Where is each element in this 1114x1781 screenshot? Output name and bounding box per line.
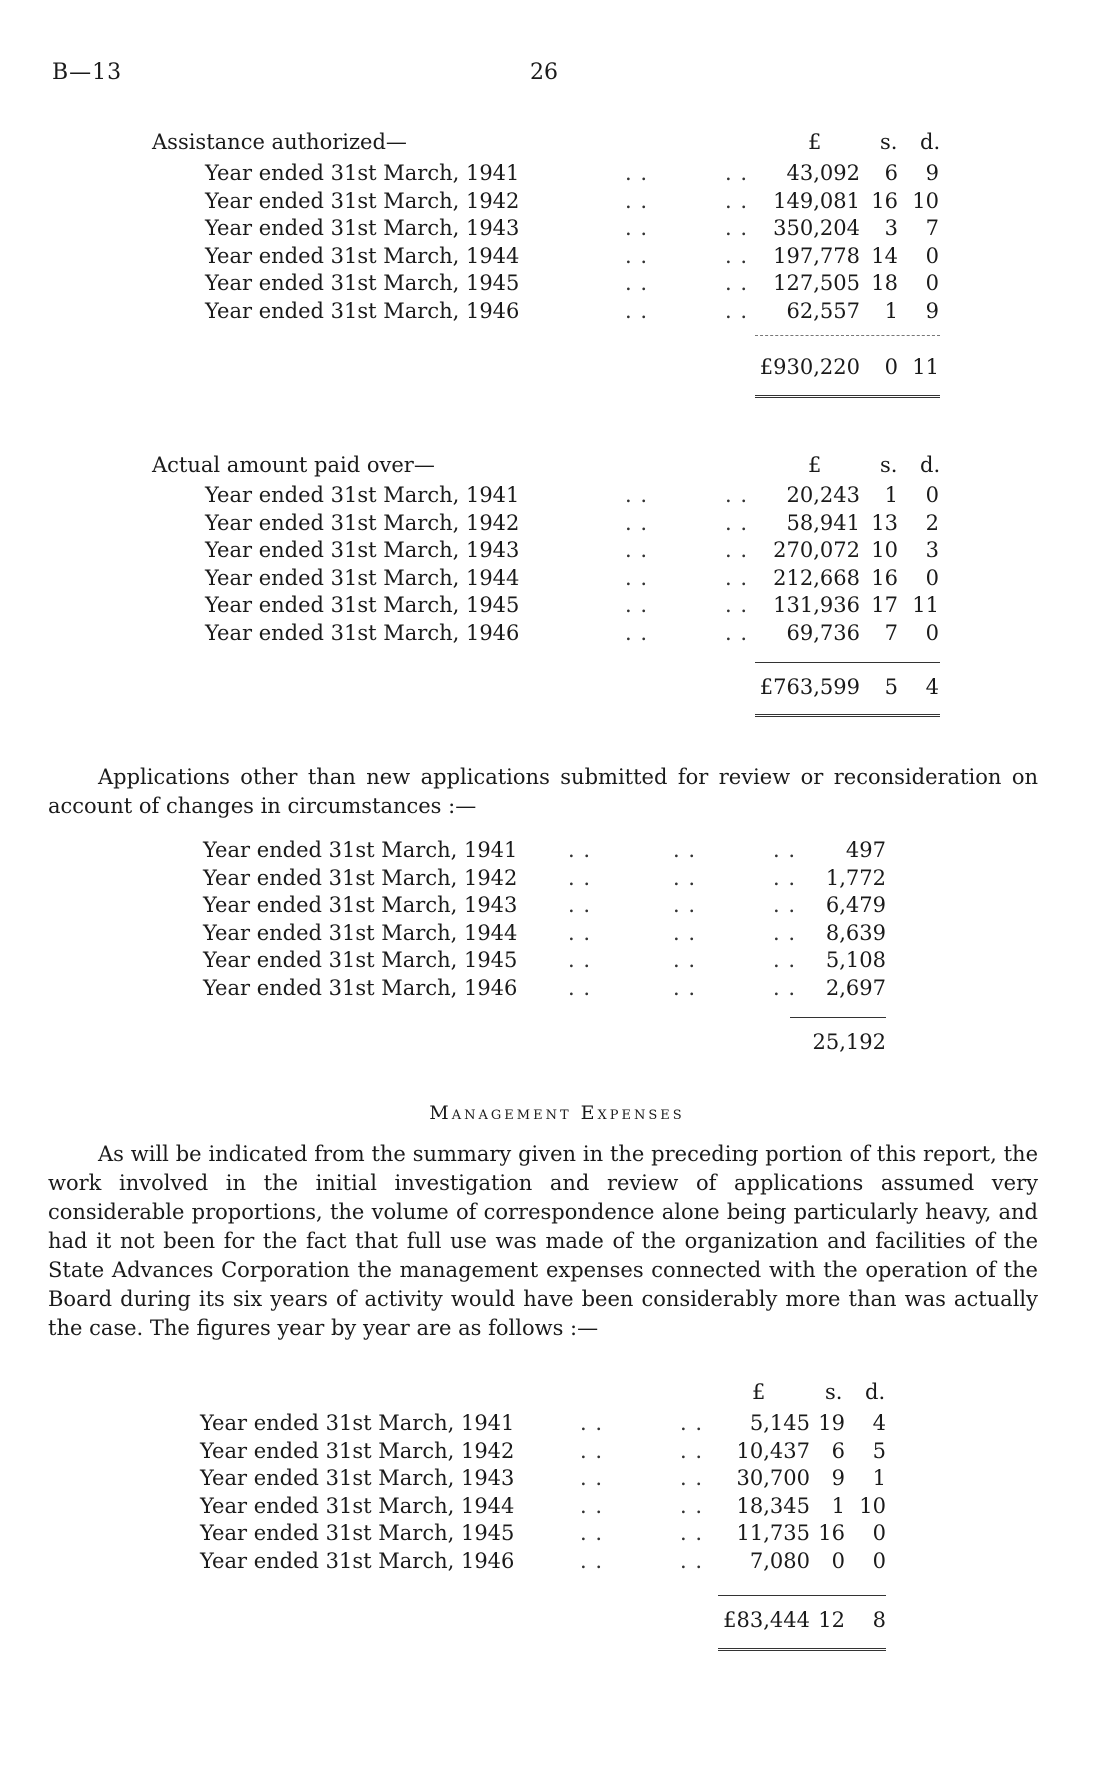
shillings-cell: 16 (871, 188, 898, 213)
pounds-cell: 149,081 (773, 188, 860, 213)
shillings-cell: 13 (871, 510, 898, 535)
shillings-cell: 19 (818, 1411, 845, 1435)
leader-dots: . . (625, 483, 649, 507)
row-label: Year ended 31st March, 1941 (200, 1411, 515, 1435)
row-label: Year ended 31st March, 1943 (205, 538, 520, 562)
pence-cell: 0 (872, 1548, 886, 1573)
table-row (205, 511, 945, 539)
leader-dots: . . (725, 188, 749, 213)
shillings-cell: 16 (871, 565, 898, 590)
shillings-cell: 1 (884, 298, 898, 323)
pence-cell: 11 (912, 593, 939, 617)
leader-dots: . . (568, 838, 592, 862)
row-label: Year ended 31st March, 1941 (205, 161, 520, 185)
pence-cell: 2 (925, 510, 939, 535)
leader-dots: . . (568, 975, 592, 1000)
management-total-rule (718, 1648, 886, 1651)
table-row (205, 189, 945, 217)
row-label: Year ended 31st March, 1946 (203, 975, 518, 1000)
paid-total-pounds: £763,599 (759, 675, 860, 699)
table-row (205, 244, 945, 272)
table-row (200, 1411, 890, 1439)
pence-cell: 0 (925, 271, 939, 295)
paid-col-pounds: £ (808, 453, 822, 477)
applications-total: 25,192 (812, 1030, 886, 1054)
assistance-total-rule (755, 395, 940, 398)
pounds-cell: 11,735 (736, 1521, 810, 1545)
pence-cell: 4 (872, 1411, 886, 1435)
table-row (205, 161, 945, 189)
pounds-cell: 62,557 (786, 298, 860, 323)
leader-dots: . . (725, 216, 749, 240)
leader-dots: . . (725, 243, 749, 268)
assistance-col-pence: d. (920, 130, 941, 154)
row-label: Year ended 31st March, 1941 (205, 483, 520, 507)
report-reference: B—13 (52, 60, 123, 85)
page-number: 26 (530, 60, 558, 85)
leader-dots: . . (725, 565, 749, 590)
leader-dots: . . (625, 271, 649, 295)
table-row (203, 976, 893, 1004)
management-total-pence: 8 (872, 1608, 886, 1632)
leader-dots: . . (673, 838, 697, 862)
row-label: Year ended 31st March, 1945 (203, 948, 518, 972)
table-row (200, 1549, 890, 1577)
row-label: Year ended 31st March, 1943 (205, 216, 520, 240)
leader-dots: . . (580, 1411, 604, 1435)
count-cell: 8,639 (825, 920, 886, 945)
leader-dots: . . (625, 538, 649, 562)
shillings-cell: 7 (884, 620, 898, 645)
shillings-cell: 17 (871, 593, 898, 617)
table-row (200, 1439, 890, 1467)
applications-total-rule (790, 1017, 886, 1018)
pounds-cell: 5,145 (749, 1411, 810, 1435)
paid-heading: Actual amount paid over— (152, 453, 435, 477)
assistance-col-pounds: £ (808, 130, 822, 154)
table-row (205, 593, 945, 621)
leader-dots: . . (625, 593, 649, 617)
count-cell: 2,697 (825, 975, 886, 1000)
table-row (205, 621, 945, 649)
pounds-cell: 212,668 (773, 565, 860, 590)
management-total-shillings: 12 (818, 1608, 845, 1632)
table-row (203, 866, 893, 894)
pounds-cell: 10,437 (736, 1438, 810, 1463)
leader-dots: . . (725, 593, 749, 617)
shillings-cell: 18 (871, 271, 898, 295)
leader-dots: . . (625, 298, 649, 323)
leader-dots: . . (680, 1411, 704, 1435)
pence-cell: 0 (925, 243, 939, 268)
shillings-cell: 1 (831, 1493, 845, 1518)
row-label: Year ended 31st March, 1945 (205, 271, 520, 295)
assistance-col-shillings: s. (880, 130, 898, 154)
leader-dots: . . (568, 920, 592, 945)
shillings-cell: 14 (871, 243, 898, 268)
leader-dots: . . (625, 161, 649, 185)
pence-cell: 10 (859, 1493, 886, 1518)
shillings-cell: 6 (831, 1438, 845, 1463)
pence-cell: 3 (925, 538, 939, 562)
leader-dots: . . (625, 216, 649, 240)
shillings-cell: 3 (884, 216, 898, 240)
row-label: Year ended 31st March, 1943 (200, 1466, 515, 1490)
leader-dots: . . (773, 838, 797, 862)
table-row (203, 838, 893, 866)
leader-dots: . . (680, 1438, 704, 1463)
pounds-cell: 270,072 (773, 538, 860, 562)
assistance-total-shillings: 0 (884, 355, 898, 379)
leader-dots: . . (580, 1466, 604, 1490)
table-row (203, 948, 893, 976)
leader-dots: . . (580, 1521, 604, 1545)
count-cell: 6,479 (825, 893, 886, 917)
leader-dots: . . (680, 1548, 704, 1573)
leader-dots: . . (625, 188, 649, 213)
leader-dots: . . (773, 865, 797, 890)
pounds-cell: 18,345 (736, 1493, 810, 1518)
leader-dots: . . (568, 865, 592, 890)
pence-cell: 0 (872, 1521, 886, 1545)
leader-dots: . . (725, 620, 749, 645)
applications-intro: Applications other than new applications submitted for review or reconsideration on account of changes in circumstances :— (48, 765, 1038, 818)
pence-cell: 7 (925, 216, 939, 240)
leader-dots: . . (725, 538, 749, 562)
table-row (205, 271, 945, 299)
pence-cell: 0 (925, 565, 939, 590)
pounds-cell: 197,778 (773, 243, 860, 268)
paid-total-rule (755, 714, 940, 717)
management-expenses-title: Management Expenses (429, 1102, 685, 1124)
shillings-cell: 6 (884, 161, 898, 185)
management-col-shillings: s. (825, 1380, 843, 1404)
row-label: Year ended 31st March, 1945 (200, 1521, 515, 1545)
leader-dots: . . (580, 1493, 604, 1518)
leader-dots: . . (625, 620, 649, 645)
row-label: Year ended 31st March, 1944 (200, 1493, 515, 1518)
table-row (203, 893, 893, 921)
leader-dots: . . (725, 298, 749, 323)
assistance-total-pence: 11 (912, 355, 939, 379)
management-col-pounds: £ (752, 1380, 766, 1404)
leader-dots: . . (773, 893, 797, 917)
row-label: Year ended 31st March, 1944 (203, 920, 518, 945)
row-label: Year ended 31st March, 1941 (203, 838, 518, 862)
row-label: Year ended 31st March, 1942 (203, 865, 518, 890)
paid-subtotal-rule (755, 662, 940, 663)
pence-cell: 10 (912, 188, 939, 213)
row-label: Year ended 31st March, 1943 (203, 893, 518, 917)
leader-dots: . . (725, 161, 749, 185)
table-row (200, 1466, 890, 1494)
leader-dots: . . (725, 483, 749, 507)
management-paragraph: As will be indicated from the summary given in the preceding portion of this report, the work involved in the initial investigation and review of applications assumed very considerable proportions, the volume of correspondence alone being particularly heavy, and had it not been for the fact that full use was made of the organization and facilities of the State Advances Corporation the management expenses connected with the operation of the Board during its six years of activity would have been considerably more than was actually the case. The figures year by year are as follows :— (48, 1142, 1038, 1340)
count-cell: 497 (845, 838, 886, 862)
assistance-heading: Assistance authorized— (152, 130, 407, 154)
count-cell: 5,108 (825, 948, 886, 972)
shillings-cell: 16 (818, 1521, 845, 1545)
paid-col-shillings: s. (880, 453, 898, 477)
pence-cell: 1 (872, 1466, 886, 1490)
leader-dots: . . (673, 893, 697, 917)
pence-cell: 9 (925, 161, 939, 185)
leader-dots: . . (680, 1466, 704, 1490)
pounds-cell: 43,092 (786, 161, 860, 185)
pence-cell: 5 (872, 1438, 886, 1463)
leader-dots: . . (773, 948, 797, 972)
row-label: Year ended 31st March, 1942 (205, 510, 520, 535)
shillings-cell: 10 (871, 538, 898, 562)
management-col-pence: d. (865, 1380, 886, 1404)
pounds-cell: 7,080 (749, 1548, 810, 1573)
row-label: Year ended 31st March, 1946 (205, 298, 520, 323)
row-label: Year ended 31st March, 1944 (205, 565, 520, 590)
leader-dots: . . (568, 948, 592, 972)
management-subtotal-rule (718, 1595, 886, 1596)
table-row (205, 483, 945, 511)
leader-dots: . . (580, 1438, 604, 1463)
leader-dots: . . (625, 243, 649, 268)
count-cell: 1,772 (825, 865, 886, 890)
leader-dots: . . (673, 920, 697, 945)
table-row (205, 538, 945, 566)
management-total-pounds: £83,444 (723, 1608, 810, 1632)
row-label: Year ended 31st March, 1942 (200, 1438, 515, 1463)
table-row (205, 566, 945, 594)
table-row (200, 1494, 890, 1522)
leader-dots: . . (773, 920, 797, 945)
table-row (205, 216, 945, 244)
leader-dots: . . (568, 893, 592, 917)
pence-cell: 0 (925, 620, 939, 645)
leader-dots: . . (680, 1521, 704, 1545)
leader-dots: . . (673, 865, 697, 890)
pounds-cell: 20,243 (786, 483, 860, 507)
leader-dots: . . (725, 510, 749, 535)
pounds-cell: 127,505 (773, 271, 860, 295)
shillings-cell: 0 (831, 1548, 845, 1573)
pounds-cell: 350,204 (773, 216, 860, 240)
assistance-subtotal-rule (755, 335, 940, 336)
pounds-cell: 131,936 (773, 593, 860, 617)
leader-dots: . . (773, 975, 797, 1000)
paid-col-pence: d. (920, 453, 941, 477)
paid-total-shillings: 5 (884, 675, 898, 699)
leader-dots: . . (625, 565, 649, 590)
row-label: Year ended 31st March, 1945 (205, 593, 520, 617)
table-row (200, 1521, 890, 1549)
pence-cell: 0 (925, 483, 939, 507)
row-label: Year ended 31st March, 1946 (205, 620, 520, 645)
pounds-cell: 30,700 (736, 1466, 810, 1490)
row-label: Year ended 31st March, 1946 (200, 1548, 515, 1573)
shillings-cell: 1 (884, 483, 898, 507)
paid-total-pence: 4 (925, 675, 939, 699)
row-label: Year ended 31st March, 1942 (205, 188, 520, 213)
leader-dots: . . (625, 510, 649, 535)
assistance-total-pounds: £930,220 (759, 355, 860, 379)
pence-cell: 9 (925, 298, 939, 323)
table-row (203, 921, 893, 949)
row-label: Year ended 31st March, 1944 (205, 243, 520, 268)
table-row (205, 299, 945, 327)
pounds-cell: 58,941 (786, 510, 860, 535)
pounds-cell: 69,736 (786, 620, 860, 645)
shillings-cell: 9 (831, 1466, 845, 1490)
leader-dots: . . (673, 975, 697, 1000)
leader-dots: . . (580, 1548, 604, 1573)
leader-dots: . . (680, 1493, 704, 1518)
leader-dots: . . (673, 948, 697, 972)
leader-dots: . . (725, 271, 749, 295)
